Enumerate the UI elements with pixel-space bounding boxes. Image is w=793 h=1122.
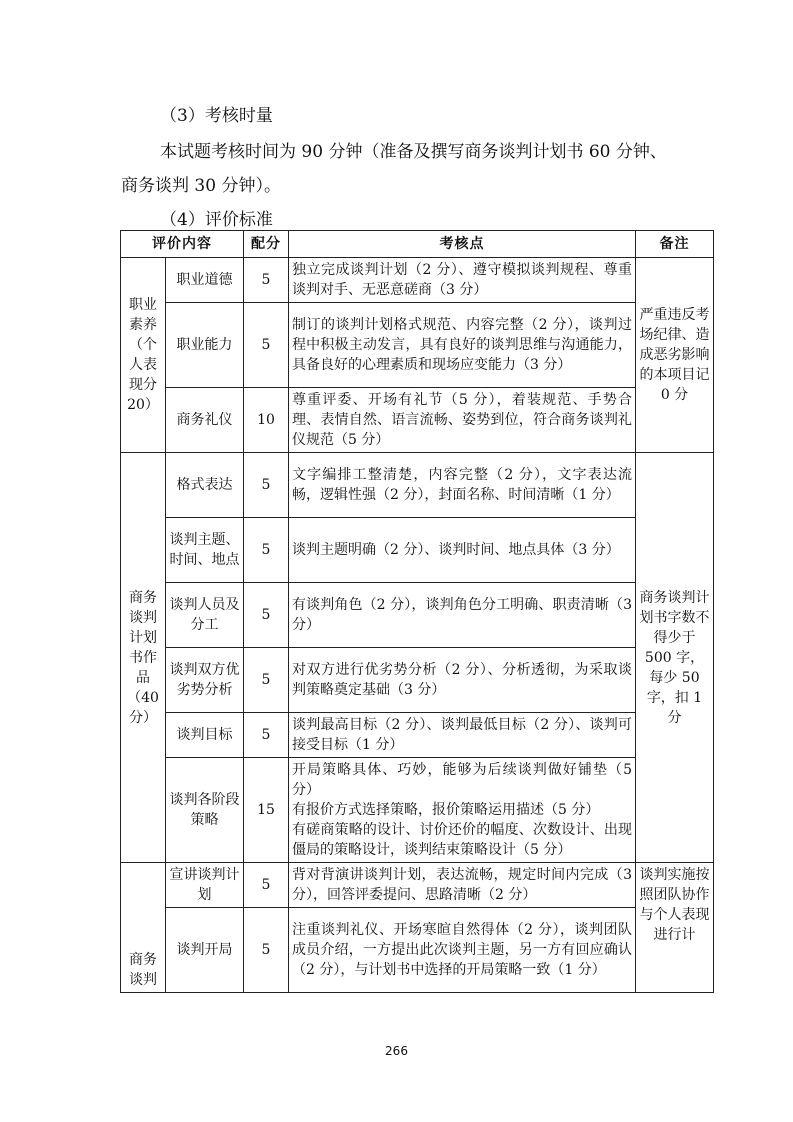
score-cell: 5 <box>244 518 289 583</box>
criteria-cell: 文字编排工整清楚，内容完整（2 分），文字表达流畅，逻辑性强（2 分），封面名称、时间清晰（1 分） <box>289 453 636 518</box>
header-criteria: 考核点 <box>289 231 636 258</box>
item-cell: 职业道德 <box>166 258 244 303</box>
table-row <box>121 388 714 453</box>
table-row <box>121 713 714 758</box>
criteria-cell: 开局策略具体、巧妙，能够为后续谈判做好铺垫（5 分） 有报价方式选择策略，报价策略运用描述（5 分） 有磋商策略的设计、讨价还价的幅度、次数设计、出现僵局的策略设计，谈判结束策略设计（5 分） <box>289 758 636 863</box>
header-score: 配分 <box>244 231 289 258</box>
criteria-cell: 对双方进行优劣势分析（2 分）、分析透彻，为采取谈判策略奠定基础（3 分） <box>289 648 636 713</box>
score-cell: 5 <box>244 583 289 648</box>
score-cell: 5 <box>244 303 289 388</box>
item-cell: 谈判双方优劣势分析 <box>166 648 244 713</box>
section-heading-time: （3）考核时量 <box>160 106 273 126</box>
score-cell: 15 <box>244 758 289 863</box>
item-cell: 谈判目标 <box>166 713 244 758</box>
remark-cell: 严重违反考场纪律、造成恶劣影响的本项目记 0 分 <box>636 258 714 453</box>
item-cell: 格式表达 <box>166 453 244 518</box>
category-cell: 商务谈判计划书作品（40分） <box>121 453 166 863</box>
score-cell: 5 <box>244 908 289 993</box>
header-eval-content: 评价内容 <box>121 231 244 258</box>
score-cell: 5 <box>244 453 289 518</box>
table-header-row <box>121 231 714 258</box>
table-row <box>121 518 714 583</box>
category-cell: 职业素养（个人表现分20） <box>121 258 166 453</box>
remark-cell: 商务谈判计划书字数不得少于 500 字，每少 50 字，扣 1 分 <box>636 453 714 863</box>
item-cell: 商务礼仪 <box>166 388 244 453</box>
criteria-cell: 谈判主题明确（2 分）、谈判时间、地点具体（3 分） <box>289 518 636 583</box>
table-row <box>121 908 714 993</box>
table-row <box>121 258 714 303</box>
table-row <box>121 453 714 518</box>
table-row <box>121 303 714 388</box>
item-cell: 谈判各阶段策略 <box>166 758 244 863</box>
time-paragraph-line-2: 商务谈判 30 分钟）。 <box>121 176 281 196</box>
score-cell: 5 <box>244 258 289 303</box>
header-remark: 备注 <box>636 231 714 258</box>
item-cell: 谈判开局 <box>166 908 244 993</box>
criteria-cell: 尊重评委、开场有礼节（5 分），着装规范、手势合理、表情自然、语言流畅、姿势到位，符合商务谈判礼仪规范（5 分） <box>289 388 636 453</box>
time-paragraph-line-1: 本试题考核时间为 90 分钟（准备及撰写商务谈判计划书 60 分钟、 <box>160 142 667 162</box>
criteria-cell: 背对背演讲谈判计划，表达流畅，规定时间内完成（3 分），回答评委提问、思路清晰（2 分） <box>289 863 636 908</box>
score-cell: 5 <box>244 863 289 908</box>
score-cell: 10 <box>244 388 289 453</box>
item-cell: 职业能力 <box>166 303 244 388</box>
item-cell: 宣讲谈判计划 <box>166 863 244 908</box>
criteria-cell: 谈判最高目标（2 分）、谈判最低目标（2 分）、谈判可接受目标（1 分） <box>289 713 636 758</box>
remark-cell: 谈判实施按照团队协作与个人表现进行计 <box>636 863 714 993</box>
item-cell: 谈判人员及分工 <box>166 583 244 648</box>
score-cell: 5 <box>244 648 289 713</box>
criteria-cell: 独立完成谈判计划（2 分）、遵守模拟谈判规程、尊重谈判对手、无恶意磋商（3 分） <box>289 258 636 303</box>
criteria-cell: 有谈判角色（2 分），谈判角色分工明确、职责清晰（3 分） <box>289 583 636 648</box>
evaluation-table <box>120 230 714 993</box>
score-cell: 5 <box>244 713 289 758</box>
table-row <box>121 648 714 713</box>
item-cell: 谈判主题、时间、地点 <box>166 518 244 583</box>
table-row <box>121 583 714 648</box>
table-row <box>121 863 714 908</box>
section-heading-criteria: （4）评价标准 <box>160 210 273 230</box>
page-number: 266 <box>385 1044 408 1058</box>
table-row <box>121 758 714 863</box>
criteria-cell: 注重谈判礼仪、开场寒暄自然得体（2 分），谈判团队成员介绍，一方提出此次谈判主题，另一方有回应确认（2 分），与计划书中选择的开局策略一致（1 分） <box>289 908 636 993</box>
category-cell: 商务谈判 <box>121 863 166 993</box>
criteria-cell: 制订的谈判计划格式规范、内容完整（2 分），谈判过程中积极主动发言，具有良好的谈判思维与沟通能力，具备良好的心理素质和现场应变能力（3 分） <box>289 303 636 388</box>
